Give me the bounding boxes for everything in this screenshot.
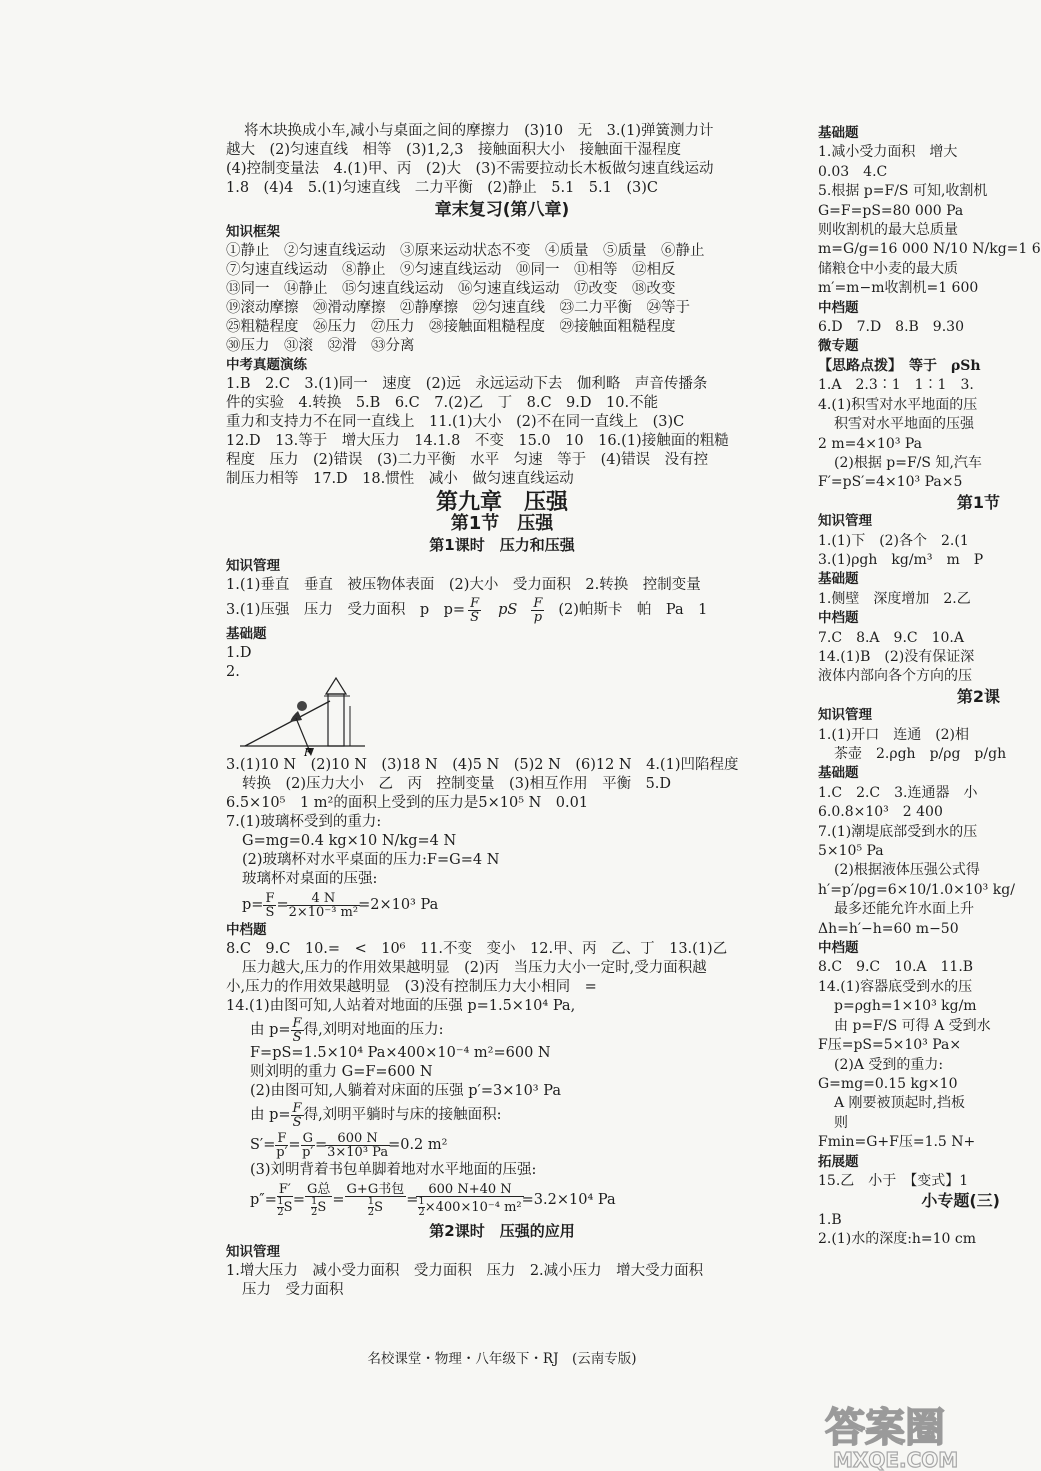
- right-line: Δh=h′−h=60 m−50: [818, 920, 959, 937]
- right-line: A 刚要被顶起时,挡板: [834, 1095, 966, 1112]
- right-line: 则收割机的最大总质量: [818, 222, 958, 239]
- right-line: 8.C 9.C 10.A 11.B: [818, 959, 974, 976]
- equation-1: p= $\frac{F}{S}$ = $\frac{4 N}{\text{2×10⁻³ m²}}$ =2×10³ Pa: [242, 890, 439, 920]
- right-line: 基础题: [818, 765, 859, 782]
- basic-answers: 3.(1)10 N (2)10 N (3)18 N (4)5 N (5)2 N (6)12 N 4.(1)凹陷程度 转换 (2)压力大小 乙 丙 控制变量 (3)相互作用 平衡 5.D 6.5×10⁵ 1 m²的面积上受到的压力是5×10⁵ N 0.01 7.(1)玻璃杯受到的重力: G=mg=0.4 kg×10 N/kg=4 N (2)玻璃杯对水平桌面的压力:F=G=4 N 玻璃杯对桌面的压强:: [226, 757, 739, 887]
- right-line: 6.0.8×10³ 2 400: [818, 804, 943, 821]
- knowledge-framework: ①静止 ②匀速直线运动 ③原来运动状态不变 ④质量 ⑤质量 ⑥静止 ⑦匀速直线运动 ⑧静止 ⑨匀速直线运动 ⑩同一 ⑪相等 ⑫相反 ⑬同一 ⑭静止 ⑮匀速直线运动 ⑯匀速直线运动 ⑰改变 ⑱改变 ⑲滚动摩擦 ⑳滑动摩擦 ㉑静摩擦 ㉒匀速直线 ㉓二力平衡 ㉔等于 ㉕粗糙程度 ㉖压力 ㉗压力 ㉘接触面粗糙程度 ㉙接触面粗糙程度 ㉚压力 ㉛滚 ㉜滑 ㉝分离: [226, 243, 705, 354]
- right-line: h′=p′/ρg=6×10/1.0×10³ kg/: [818, 881, 1015, 898]
- right-line: 积雪对水平地面的压强: [834, 416, 974, 433]
- right-line: 最多还能允许水面上升: [834, 901, 974, 918]
- fraction: F p: [533, 595, 543, 625]
- right-line: F压=pS=5×10³ Pa×: [818, 1037, 962, 1054]
- knowledge-framework-label: 知识框架: [226, 224, 280, 240]
- right-line: 茶壶 2.ρgh p/ρg p/gh: [834, 746, 1007, 762]
- right-line: 1.B: [818, 1211, 842, 1228]
- right-line: 拓展题: [818, 1153, 859, 1170]
- right-line: m′=m−m收割机=1 600: [818, 280, 979, 297]
- answer-page: F 支 f F B A G F N F 支 G F 支 O F 阻 G 将木块换成小车,减小与桌面之间的摩擦力 (3)10 无 3.(1)弹簧测力计 越大 (2)匀速直线 相等 (3)1,2,3 接触面积大小 接触面干湿程度 (4)控制变量法 4.(1)甲、丙 (2)大 (3)不需要拉动长木板做匀速直线运动 1.8 (4)4 5.(1)匀速直线 二力平衡 (2)静止 5.1 5.1 (3)C 章末复习(第八章) 知识框架 ①静止 ②匀速直线运动 ③原来运动状态不变 ④质量 ⑤质量 ⑥静止 ⑦匀速直线运动 ⑧静止 ⑨匀速直线运动 ⑩同一 ⑪相等 ⑫相反 ⑬同一 ⑭静止 ⑮匀速直线运动 ⑯匀速直线运动 ⑰改变 ⑱改变 ⑲滚动摩擦 ⑳滑动摩擦 ㉑静摩擦 ㉒匀速直线 ㉓二力平衡 ㉔等于 ㉕粗糙程度 ㉖压力 ㉗压力 ㉘接触面粗糙程度 ㉙接触面粗糙程度 ㉚压力 ㉛滚 ㉜滑 ㉝分离 中考真题演练 1.B 2.C 3.(1)同一 速度 (2)远 永远运动下去 伽利略 声音传播条 件的实验 4.转换 5.B 6.C 7.(2)乙 丁 8.C 9.D 10.不能 重力和支持力不在同一直线上 11.(1)大小 (2)不在同一直线上 (3)C 12.D 13.等于 增大压力 14.1.8 不变 15.0 10 16.(1)接触面的粗糙 程度 压力 (2)错误 (3)二力平衡 水平 匀速 等于 (4)错误 没有控 制压力相等 17.D 18.惯性 减小 做匀速直线运动 第九章 压强 第1节 压强 第1课时 压力和压强 知识管理 1.(1)垂直 垂直 被压物体表面 (2)大小 受力面积 2.转换 控制变量 3.(1)压强 压力 受力面积 p p= $\frac{F}{S}$ pS F p (2)帕斯卡 帕 Pa 1 基础题 1.D 2. F 3.(1)10 N (2)10 N (3)18 N (4)5 N (5)2 N (6)12 N 4.(1)凹陷程度 转换 (2)压力大小 乙 丙 控制变量 (3)相互作用 平衡 5.D 6.5×10⁵ 1 m²的面积上受到的压力是5×10⁵ N 0.01 7.(1)玻璃杯受到的重力: G=mg=0.4 kg×10 N/kg=4 N (2)玻璃杯对水平桌面的压力:F=G=4 N 玻璃杯对桌面的压强: p= $\frac{F}{S}$ = $\frac{4 N}{\text{2×10⁻³ m²}}$ =2×10³ Pa 中档题 8.C 9.C 10.= < 10⁶ 11.不变 变小 12.甲、丙 乙、丁 13.(1)乙 压力越大,压力的作用效果越明显 (2)丙 当压力大小一定时,受力面积越 小,压力的作用效果越明显 (3)没有控制压力大小相同 = 14.(1)由图可知,人站着对地面的压强 p=1.5×10⁴ Pa, 由 p= $\frac{F}{S}$ 得,刘明对地面的压力: F=pS=1.5×10⁴ Pa×400×10⁻⁴ m²=600 N 则刘明的重力 G=F=600 N (2)由图可知,人躺着对床面的压强 p′=3×10³ Pa 由 p= $\frac{F}{S}$ 得,刘明平躺时与床的接触面积: S′= $\frac{F}{p'}$ = $\frac{G}{p'}$ = $\frac{600 N}{\text{3×10³ Pa}}$ =0.2 m² (3)刘明背着书包单脚着地对水平地面的压强: p″= F′ $\frac{1}{2}$ S = G总 $\frac{1}{2}$ S = G+G书包 $\frac{1}{2}$ S = 600 N+40 N $\frac{1}{2}$ ×400×10⁻⁴ m² =3.2×10⁴ Pa 第2课时 压强的应用 知识管理 1.增大压力 减小受力面积 受力面积 压力 2.减小压力 增大受力面积 压力 受力面积 名校课堂・物理・八年级下・RJ (云南专版) 基础题 1.减小受力面积 增大 0.03 4.C 5.根据 p=F/S 可知,收割机 G=F=pS=80 000 Pa 则收割机的最大总质量 m=G/g=16 000 N/10 N/kg=1 6 储粮仓中小麦的最大质 m′=m−m收割机=1 600 中档题 6.D 7.D 8.B 9.30 微专题 【思路点拨】 等于 ρSh 1.A 2.3∶1 1∶1 3. 4.(1)积雪对水平地面的压 积雪对水平地面的压强 2 m=4×10³ Pa (2)根据 p=F/S 知,汽车 F′=pS′=4×10³ Pa×5 第1节 知识管理 1.(1)下 (2)各个 2.(1 3.(1)ρgh kg/m³ m P 基础题 1.侧壁 深度增加 2.乙 中档题 7.C 8.A 9.C 10.A 14.(1)B (2)没有保证深 液体内部向各个方向的压 第2课 知识管理 1.(1)开口 连通 (2)相 茶壶 2.ρgh p/ρg p/gh 基础题 1.C 2.C 3.连通器 小 6.0.8×10³ 2 400 7.(1)潮堤底部受到水的压 5×10⁵ Pa (2)根据液体压强公式得 h′=p′/ρg=6×10/1.0×10³ kg/ 最多还能允许水面上升 Δh=h′−h=60 m−50 中档题 8.C 9.C 10.A 11.B 14.(1)容器底受到水的压 p=ρgh=1×10³ kg/m 由 p=F/S 可得 A 受到水 F压=pS=5×10³ Pa× (2)A 受到的重力: G=mg=0.15 kg×10 A 刚要被顶起时,挡板 则 Fmin=G+F压=1.5 N+ 拓展题 15.乙 小于 【变式】1 小专题(三) 1.B 2.(1)水的深度:h=10 cm 答案圈 MXQE.COM: [0, 0, 1000, 1471]
- right-line: 5.根据 p=F/S 可知,收割机: [818, 183, 988, 200]
- right-line: 基础题: [818, 571, 859, 588]
- fraction: $\frac{F}{S}$: [470, 595, 480, 625]
- right-line: 2.(1)水的深度:h=10 cm: [818, 1231, 977, 1248]
- right-line: 中档题: [818, 610, 859, 627]
- right-line: 中档题: [818, 299, 859, 316]
- knowledge-mgmt-1-label: 知识管理: [226, 558, 280, 574]
- medium-answers: 8.C 9.C 10.= < 10⁶ 11.不变 变小 12.甲、丙 乙、丁 13.(1)乙 压力越大,压力的作用效果越明显 (2)丙 当压力大小一定时,受力面积越 小,压力的作用效果越明显 (3)没有控制压力大小相同 = 14.(1)由图可知,人站着对地面的压强 p=1.5×10⁴ Pa,: [226, 941, 728, 1014]
- right-line: (2)A 受到的重力:: [834, 1056, 944, 1073]
- right-line: 第2课: [956, 686, 1000, 706]
- right-line: G=mg=0.15 kg×10: [818, 1075, 958, 1092]
- right-line: 中档题: [818, 940, 859, 957]
- right-line: 2 m=4×10³ Pa: [818, 435, 923, 452]
- middle-column: 将木块换成小车,减小与桌面之间的摩擦力 (3)10 无 3.(1)弹簧测力计 越大 (2)匀速直线 相等 (3)1,2,3 接触面积大小 接触面干湿程度 (4)控制变量法 4.(1)甲、丙 (2)大 (3)不需要拉动长木板做匀速直线运动 1.8 (4)4 5.(1)匀速直线 二力平衡 (2)静止 5.1 5.1 (3)C 章末复习(第八章) 知识框架 ①静止 ②匀速直线运动 ③原来运动状态不变 ④质量 ⑤质量 ⑥静止 ⑦匀速直线运动 ⑧静止 ⑨匀速直线运动 ⑩同一 ⑪相等 ⑫相反 ⑬同一 ⑭静止 ⑮匀速直线运动 ⑯匀速直线运动 ⑰改变 ⑱改变 ⑲滚动摩擦 ⑳滑动摩擦 ㉑静摩擦 ㉒匀速直线 ㉓二力平衡 ㉔等于 ㉕粗糙程度 ㉖压力 ㉗压力 ㉘接触面粗糙程度 ㉙接触面粗糙程度 ㉚压力 ㉛滚 ㉜滑 ㉝分离 中考真题演练 1.B 2.C 3.(1)同一 速度 (2)远 永远运动下去 伽利略 声音传播条 件的实验 4.转换 5.B 6.C 7.(2)乙 丁 8.C 9.D 10.不能 重力和支持力不在同一直线上 11.(1)大小 (2)不在同一直线上 (3)C 12.D 13.等于 增大压力 14.1.8 不变 15.0 10 16.(1)接触面的粗糙 程度 压力 (2)错误 (3)二力平衡 水平 匀速 等于 (4)错误 没有控 制压力相等 17.D 18.惯性 减小 做匀速直线运动 第九章 压强 第1节 压强 第1课时 压力和压强 知识管理 1.(1)垂直 垂直 被压物体表面 (2)大小 受力面积 2.转换 控制变量 3.(1)压强 压力 受力面积 p p= $\frac{F}{S}$ pS F p (2)帕斯卡 帕 Pa 1 基础题 1.D 2. F 3.(1)10 N (2)10 N (3)18 N (4)5 N (5)2 N (6)12 N 4.(1)凹陷程度 转换 (2)压力大小 乙 丙 控制变量 (3)相互作用 平衡 5.D 6.5×10⁵ 1 m²的面积上受到的压力是5×10⁵ N 0.01 7.(1)玻璃杯受到的重力: G=mg=0.4 kg×10 N/kg=4 N (2)玻璃杯对水平桌面的压力:F=G=4 N 玻璃杯对桌面的压强: p= $\frac{F}{S}$ = $\frac{4 N}{\text{2×10⁻³ m²}}$ =2×10³ Pa 中档题 8.C 9.C 10.= < 10⁶ 11.不变 变小 12.甲、丙 乙、丁 13.(1)乙 压力越大,压力的作用效果越明显 (2)丙 当压力大小一定时,受力面积越 小,压力的作用效果越明显 (3)没有控制压力大小相同 = 14.(1)由图可知,人站着对地面的压强 p=1.5×10⁴ Pa, 由 p= $\frac{F}{S}$ 得,刘明对地面的压力: F=pS=1.5×10⁴ Pa×400×10⁻⁴ m²=600 N 则刘明的重力 G=F=600 N (2)由图可知,人躺着对床面的压强 p′=3×10³ Pa 由 p= $\frac{F}{S}$ 得,刘明平躺时与床的接触面积: S′= $\frac{F}{p'}$ = $\frac{G}{p'}$ = $\frac{600 N}{\text{3×10³ Pa}}$ =0.2 m² (3)刘明背着书包单脚着地对水平地面的压强: p″= F′ $\frac{1}{2}$ S = G总 $\frac{1}{2}$ S = G+G书包 $\frac{1}{2}$ S = 600 N+40 N $\frac{1}{2}$ ×400×10⁻⁴ m² =3.2×10⁴ Pa 第2课时 压强的应用 知识管理 1.增大压力 减小受力面积 受力面积 压力 2.减小压力 增大受力面积 压力 受力面积: [226, 122, 778, 1300]
- exam-practice-label: 中考真题演练: [226, 357, 307, 373]
- question-14-solution: 由 p= $\frac{F}{S}$ 得,刘明对地面的压力: F=pS=1.5×10⁴ Pa×400×10⁻⁴ m²=600 N 则刘明的重力 G=F=600 N (2)由图可知,人躺着对床面的压强 p′=3×10³ Pa 由 p= $\frac{F}{S}$ 得,刘明平躺时与床的接触面积: S′= $\frac{F}{p'}$ = $\frac{G}{p'}$ = $\frac{600 N}{\text{3×10³ Pa}}$ =0.2 m² (3)刘明背着书包单脚着地对水平地面的压强: p″= F′ $\frac{1}{2}$ S = G总 $\frac{1}{2}$ S = G+G书包 $\frac{1}{2}$ S = 600 N+40 N $\frac{1}{2}$ ×400×10⁻⁴ m² =3.2×10⁴ Pa: [250, 1015, 616, 1218]
- right-line: 储粮仓中小麦的最大质: [818, 260, 958, 277]
- right-line: G=F=pS=80 000 Pa: [818, 202, 964, 219]
- right-line: 4.(1)积雪对水平地面的压: [818, 396, 978, 413]
- right-line: 0.03 4.C: [818, 163, 888, 180]
- right-line: m=G/g=16 000 N/10 N/kg=1 6: [818, 241, 1041, 258]
- lesson-1-title: 第1课时 压力和压强: [429, 536, 575, 554]
- chapter-review-title: 章末复习(第八章): [434, 200, 570, 220]
- right-line: 1.侧壁 深度增加 2.乙: [818, 590, 971, 607]
- right-line: 1.(1)下 (2)各个 2.(1: [818, 532, 969, 549]
- right-line: F′=pS′=4×10³ Pa×5: [818, 474, 963, 491]
- right-line: 15.乙 小于 【变式】1: [818, 1172, 969, 1189]
- top-answers: 将木块换成小车,减小与桌面之间的摩擦力 (3)10 无 3.(1)弹簧测力计 越大 (2)匀速直线 相等 (3)1,2,3 接触面积大小 接触面干湿程度 (4)控制变量法 4.(1)甲、丙 (2)大 (3)不需要拉动长木板做匀速直线运动 1.8 (4)4 5.(1)匀速直线 二力平衡 (2)静止 5.1 5.1 (3)C: [226, 123, 714, 196]
- right-line: 1.减小受力面积 增大: [818, 144, 958, 161]
- right-line: 知识管理: [818, 513, 872, 530]
- basic-questions-1-label: 基础题: [226, 626, 267, 642]
- right-line: 3.(1)ρgh kg/m³ m P: [818, 551, 984, 568]
- right-line: (2)根据 p=F/S 知,汽车: [834, 454, 982, 471]
- right-line: 1.A 2.3∶1 1∶1 3.: [818, 377, 974, 394]
- svg-text:答案圈: 答案圈: [825, 1405, 945, 1451]
- section-1-title: 第1节 压强: [450, 513, 554, 534]
- right-line: Fmin=G+F压=1.5 N+: [818, 1134, 976, 1151]
- right-line: p=ρgh=1×10³ kg/m: [834, 998, 977, 1015]
- right-line: 1.C 2.C 3.连通器 小: [818, 784, 978, 801]
- svg-text:MXQE.COM: MXQE.COM: [833, 1448, 959, 1471]
- right-line: 【思路点拨】 等于 ρSh: [818, 357, 981, 374]
- formula-line: 3.(1)压强 压力 受力面积 p p= $\frac{F}{S}$ pS F p (2)帕斯卡 帕 Pa 1: [226, 595, 708, 625]
- right-line: 14.(1)B (2)没有保证深: [818, 648, 975, 665]
- right-line: 小专题(三): [921, 1191, 1000, 1211]
- knowledge-mgmt-2-label: 知识管理: [226, 1244, 280, 1260]
- slide-force-figure: [240, 676, 370, 759]
- page-footer: 名校课堂・物理・八年级下・RJ (云南专版): [367, 1351, 637, 1367]
- watermark-logo: [815, 1395, 1000, 1471]
- right-line: 第1节: [956, 492, 1000, 512]
- right-line: (2)根据液体压强公式得: [834, 862, 980, 879]
- chapter-9-title: 第九章 压强: [435, 490, 568, 515]
- lesson-2-title: 第2课时 压强的应用: [429, 1222, 575, 1240]
- right-line: 则: [834, 1114, 848, 1131]
- right-line: 5×10⁵ Pa: [818, 843, 884, 860]
- right-line: 液体内部向各个方向的压: [818, 668, 972, 685]
- right-line: 由 p=F/S 可得 A 受到水: [834, 1017, 991, 1034]
- exam-practice: 1.B 2.C 3.(1)同一 速度 (2)远 永远运动下去 伽利略 声音传播条 件的实验 4.转换 5.B 6.C 7.(2)乙 丁 8.C 9.D 10.不能 重力和支持力不在同一直线上 11.(1)大小 (2)不在同一直线上 (3)C 12.D 13.等于 增大压力 14.1.8 不变 15.0 10 16.(1)接触面的粗糙 程度 压力 (2)错误 (3)二力平衡 水平 匀速 等于 (4)错误 没有控 制压力相等 17.D 18.惯性 减小 做匀速直线运动: [226, 376, 729, 487]
- right-line: 7.(1)潮堤底部受到水的压: [818, 823, 978, 840]
- right-line: 微专题: [818, 338, 859, 355]
- right-column: [818, 124, 1041, 1250]
- svg-text:F: F: [304, 748, 311, 759]
- right-line: 知识管理: [818, 707, 872, 724]
- right-line: 基础题: [818, 125, 859, 141]
- medium-questions-1-label: 中档题: [226, 922, 267, 938]
- right-line: 1.(1)开口 连通 (2)相: [818, 726, 970, 743]
- right-line: 7.C 8.A 9.C 10.A: [818, 629, 964, 646]
- right-line: 6.D 7.D 8.B 9.30: [818, 319, 964, 336]
- right-line: 14.(1)容器底受到水的压: [818, 978, 973, 995]
